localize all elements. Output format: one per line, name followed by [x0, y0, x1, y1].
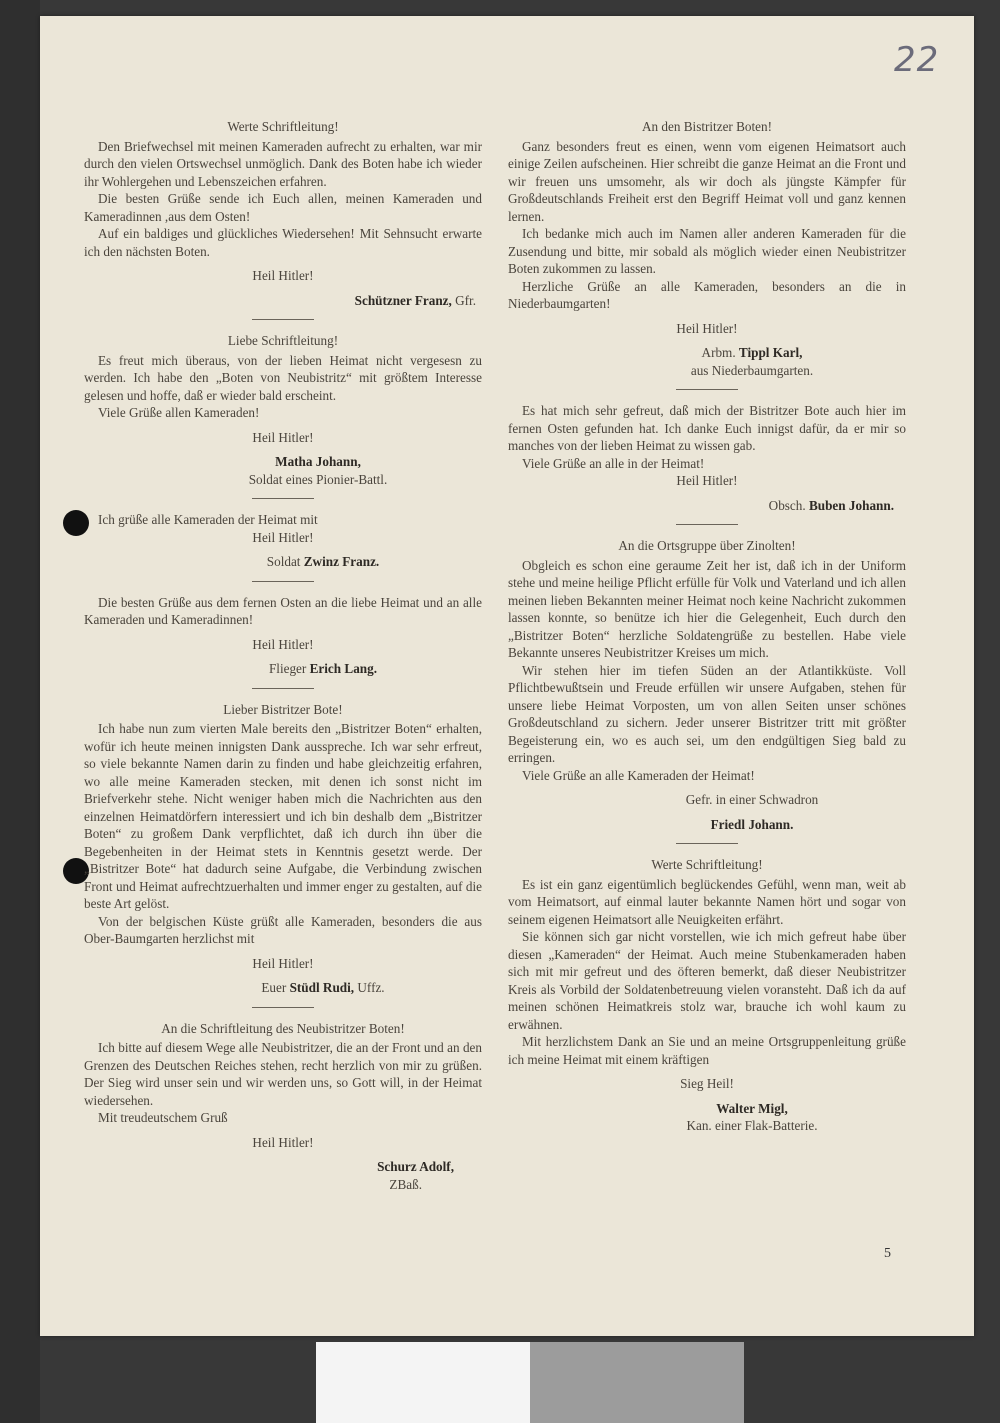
- letter-greeting: Lieber Bistritzer Bote!: [223, 701, 343, 717]
- letter-paragraph: Mit treudeutschem Gruß: [98, 1110, 228, 1125]
- letter-paragraph: Es freut mich überaus, von der lieben Heimat nicht vergesesn zu werden. Ich habe den „Boten von Neubistritz“ mit größtem Interesse gelesen und hoffe, daß er wieder bald erscheint.: [84, 352, 482, 403]
- letter-tippl: [508, 118, 906, 379]
- signature-rank: ZBaß.: [389, 1176, 422, 1192]
- letter-greeting: Werte Schriftleitung!: [651, 857, 763, 872]
- signature-name: Schützner Franz,: [354, 292, 452, 308]
- scan-margin: [0, 0, 40, 1423]
- letter-paragraph: Die besten Grüße aus dem fernen Osten an die liebe Heimat und an alle Kameraden und Kameradinnen!: [84, 594, 482, 627]
- signature-unit: Gefr. in einer Schwadron: [685, 792, 819, 807]
- letter-closing: Heil Hitler!: [252, 429, 314, 445]
- right-column: [508, 118, 906, 1135]
- signature-name: Matha Johann,: [275, 454, 361, 469]
- letter-paragraph: Es hat mich sehr gefreut, daß mich der Bistritzer Bote auch hier im fernen Osten gefunden hat. Ich danke Euch innigst dafür, da er mir so manches von der lieben Heimat zu wissen gab.: [508, 403, 906, 453]
- letter-greeting: Liebe Schriftleitung!: [227, 333, 339, 348]
- letter-signature: [84, 979, 482, 997]
- letter-greeting: An die Schriftleitung des Neubistritzer Boten!: [161, 1020, 405, 1036]
- letter-paragraph: Viele Grüße allen Kameraden!: [98, 405, 260, 420]
- letter-friedl: [508, 537, 906, 833]
- section-divider: [676, 524, 738, 525]
- letter-buben: [508, 402, 906, 514]
- letter-signature: [508, 1100, 906, 1118]
- section-divider: [252, 581, 314, 582]
- letter-matha: [84, 332, 482, 488]
- signature-rank: Gfr.: [455, 292, 476, 308]
- page-number: 5: [884, 1246, 891, 1261]
- signature-name: Schurz Adolf,: [377, 1159, 454, 1174]
- section-divider: [252, 498, 314, 499]
- letter-paragraph: Herzliche Grüße an alle Kameraden, besonders an die in Niederbaumgarten!: [508, 278, 906, 311]
- signature-name: Walter Migl,: [716, 1100, 788, 1116]
- letter-signature: [84, 1158, 482, 1176]
- section-divider: [676, 843, 738, 844]
- letter-greeting: An den Bistritzer Boten!: [641, 119, 772, 134]
- letter-paragraph: Viele Grüße an alle Kameraden der Heimat!: [522, 767, 755, 783]
- letter-zwinz: [84, 511, 482, 571]
- letter-signature: [508, 816, 906, 834]
- signature-rank: Obsch.: [768, 497, 806, 513]
- section-divider: [252, 1007, 314, 1008]
- signature-rank: Arbm.: [701, 345, 736, 360]
- letter-closing: Heil Hitler!: [252, 636, 314, 652]
- signature-name: Erich Lang.: [309, 661, 378, 676]
- signature-name: Friedl Johann.: [710, 816, 794, 832]
- section-divider: [676, 389, 738, 390]
- scan-calibration-white: [316, 1342, 530, 1423]
- section-divider: [252, 688, 314, 689]
- letter-closing: Heil Hitler!: [252, 955, 314, 971]
- letter-schuetzner: [84, 118, 482, 309]
- letter-schurz: [84, 1020, 482, 1194]
- section-divider: [252, 319, 314, 320]
- letter-paragraph: Den Briefwechsel mit meinen Kameraden aufrecht zu erhalten, war mir durch den vielen Ortswechsel unmöglich. Dank des Boten habe ich wieder ihr Wohlergehen und Lebenszeichen erfahren.: [84, 138, 482, 189]
- letter-paragraph: Obgleich es schon eine geraume Zeit her ist, daß ich in der Uniform stehe und meine heilige Pflicht erfülle für Volk und Vaterland und ich allen meinen lieben Bekannten meiner Heimat noch keine Nachricht zukommen lassen konnte, so benütze ich hier die Gelegenheit, Euch durch den „Bistritzer Boten“ herzliche Soldatengrüße zu bestellen. Habe viele Bekannte unseres Neubistritzer Kreises um mich.: [508, 557, 906, 660]
- scan-calibration-gray: [530, 1342, 744, 1423]
- letter-paragraph: Ich grüße alle Kameraden der Heimat mit: [98, 512, 318, 527]
- letter-signature: [84, 660, 482, 678]
- letter-paragraph: Ganz besonders freut es einen, wenn vom eigenen Heimatsort auch einige Zeilen aufscheinen. Hier schreibt die ganze Heimat an die Front und wir freuen uns umsomehr, als wir doch als jüngste Kämpfer für Großdeutschlands Freiheit erst den Begriff Heimat voll und ganz kennen lernen.: [508, 138, 906, 224]
- handwritten-page-number: 22: [894, 40, 940, 80]
- letter-signature: [508, 497, 906, 515]
- letter-paragraph: Sie können sich gar nicht vorstellen, wie ich mich gefreut habe über diesen „Kameraden“ der Heimat. Auch meine Stubenkameraden haben sich mit mir gefreut und des öfteren bemerkt, daß dieser Neubistritzer Kreis als Vorbild der Soldatenbetreuung vielen voransteht. Daß ich da auf meinen schönen Heimatkreis stolz war, brauche ich wohl kaum zu erwähnen.: [508, 929, 906, 1032]
- letter-paragraph: Die besten Grüße sende ich Euch allen, meinen Kameraden und Kameradinnen ,aus dem Osten!: [84, 191, 482, 224]
- letter-paragraph: Wir stehen hier im tiefen Süden an der Atlantikküste. Voll Pflichtbewußtsein und Freude erfüllen wir unsere Aufgaben, stehen für unsere liebe Heimat Vorposten, um von allen Seiten unser schönes Großdeutschland zu sichern. Jeder unserer Bistritzer tritt mit größter Begeisterung ein, wo es auch sei, um den endgültigen Sieg bald zu erringen.: [508, 662, 906, 765]
- letter-stuedl: [84, 701, 482, 997]
- letter-lang: [84, 594, 482, 678]
- letter-closing: Heil Hitler!: [676, 320, 738, 336]
- signature-name: Buben Johann.: [808, 497, 894, 513]
- letter-paragraph: Ich bitte auf diesem Wege alle Neubistritzer, die an der Front und an den Grenzen des Deutschen Reiches stehen, recht herzlich von mir zu grüßen. Der Sieg wird unser sein und wir werden uns, so Gott will, in der Heimat wiedersehen.: [84, 1040, 482, 1108]
- letter-paragraph: Viele Grüße an alle in der Heimat!: [522, 455, 705, 471]
- letter-closing: Heil Hitler!: [252, 268, 314, 283]
- signature-unit: Kan. einer Flak-Batterie.: [686, 1118, 818, 1133]
- letter-closing: Sieg Heil!: [680, 1076, 734, 1091]
- letter-signature: [84, 553, 482, 571]
- signature-rank: Soldat: [266, 554, 301, 569]
- letter-paragraph: Ich habe nun zum vierten Male bereits den „Bistritzer Boten“ erhalten, wofür ich heute meinen innigsten Dank ausspreche. Ich war sehr erfreut, so viele bekannte Namen darin zu finden und habe gleichzeitig erfahren, wo alle meine Kameraden stecken, mit denen ich sonst nicht im Briefverkehr stehe. Nicht weniger haben mich die Nachrichten aus den einzelnen Heimatdörfern interessiert und ich bin deshalb dem „Bistritzer Boten“ zu großem Dank verpflichtet, daß ich durch ihn über die Begebenheiten in der Heimat stets in Kenntnis gesetzt werde. Der „Bistritzer Bote“ hat dadurch seine Aufgabe, die Verbindung zwischen Front und Heimat aufrechtzuerhalten und immer enger zu gestalten, auf die beste Art gelöst.: [84, 721, 482, 911]
- letter-paragraph: Mit herzlichstem Dank an Sie und an meine Ortsgruppenleitung grüße ich meine Heimat mit einem kräftigen: [508, 1034, 906, 1067]
- signature-name: Zwinz Franz.: [303, 554, 380, 569]
- signature-unit: Soldat eines Pionier-Battl.: [248, 471, 388, 487]
- letter-signature: [508, 344, 906, 362]
- letter-paragraph: Ich bedanke mich auch im Namen aller anderen Kameraden für die Zusendung und bitte, mir sobald als möglich wieder einen Neubistritzer Boten zukommen zu lassen.: [508, 226, 906, 276]
- letter-paragraph: Es ist ein ganz eigentümlich beglückendes Gefühl, wenn man, weit ab vom Heimatsort, auf einmal lauter bekannte Namen hört und sogar von seinem eigenen Heimatsort alle Neuigkeiten erfährt.: [508, 876, 906, 927]
- letter-closing: Heil Hitler!: [252, 1134, 314, 1150]
- signature-rank: Flieger: [268, 661, 307, 676]
- letter-greeting: An die Ortsgruppe über Zinolten!: [618, 538, 796, 553]
- letter-migl: [508, 856, 906, 1135]
- signature-name: Stüdl Rudi,: [289, 980, 355, 995]
- letter-paragraph: Auf ein baldiges und glückliches Wiedersehen! Mit Sehnsucht erwarte ich den nächsten Boten.: [84, 226, 482, 259]
- signature-prefix: Euer: [261, 980, 287, 995]
- letter-signature: [84, 292, 482, 310]
- letter-closing: Heil Hitler!: [676, 473, 738, 488]
- letter-paragraph: Von der belgischen Küste grüßt alle Kameraden, besonders die aus Ober-Baumgarten herzlichst mit: [84, 913, 482, 946]
- signature-place: aus Niederbaumgarten.: [690, 362, 814, 378]
- letter-signature: [84, 453, 482, 471]
- letter-greeting: Werte Schriftleitung!: [227, 119, 339, 134]
- signature-name: Tippl Karl,: [738, 345, 803, 360]
- letter-closing: Heil Hitler!: [252, 529, 314, 545]
- signature-rank: Uffz.: [357, 980, 385, 995]
- left-column: [84, 118, 482, 1193]
